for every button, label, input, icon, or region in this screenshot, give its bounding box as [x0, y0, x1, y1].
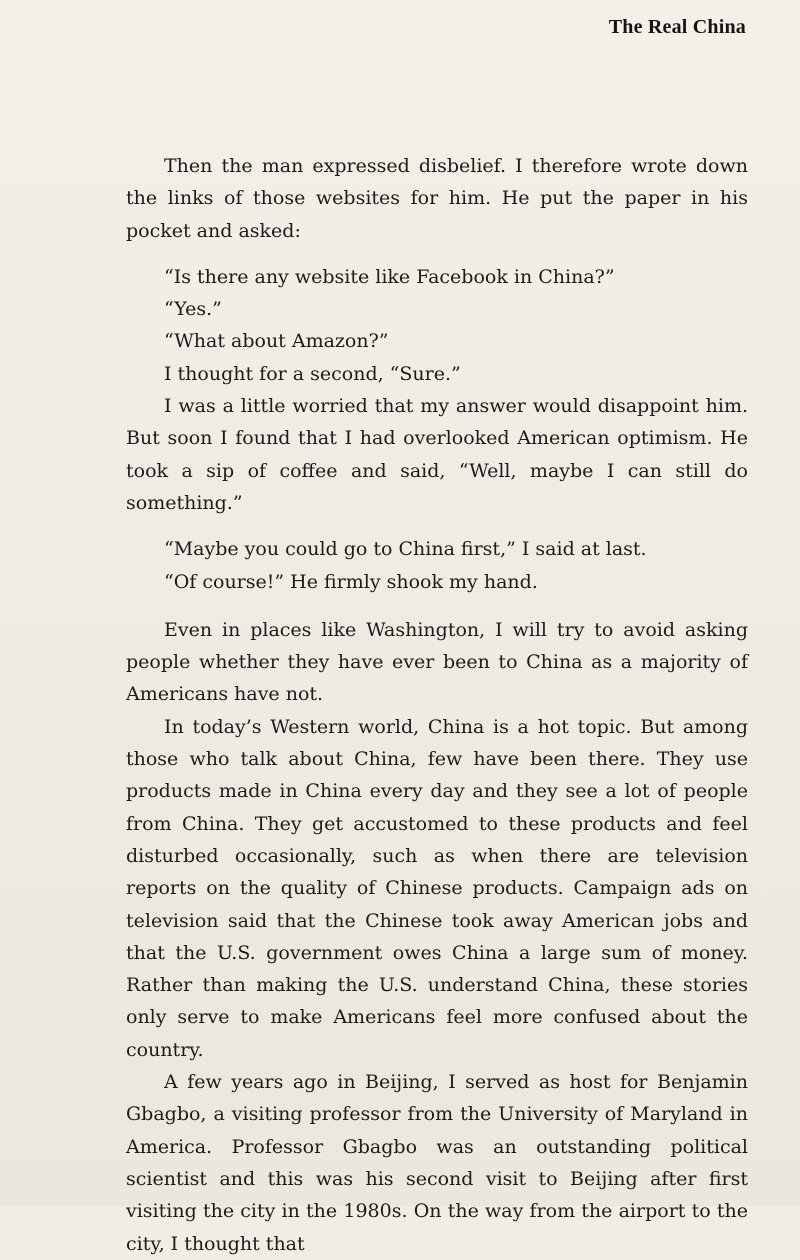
dialogue-line-6: “Of course!” He firmly shook my hand. [164, 570, 538, 593]
dialogue-line-2: “Yes.” [164, 298, 222, 321]
page-body [126, 150, 748, 1260]
dialogue-line-1: “Is there any website like Facebook in China?” [164, 265, 615, 288]
paragraph-4: In today’s Western world, China is a hot topic. But among those who talk about China, few have been there. They use products made in China every day and they see a lot of people from China. They get accustomed to these products and feel disturbed occasionally, such as when there are television reports on the quality of Chinese products. Campaign ads on television said that the Chinese took away American jobs and that the U.S. government owes China a large sum of money. Rather than making the U.S. understand China, these stories only serve to make Americans feel more confused about the country. [126, 715, 748, 1061]
running-head: The Real China [608, 16, 746, 38]
dialogue-line-3: “What about Amazon?” [164, 330, 389, 353]
paragraph-5: A few years ago in Beijing, I served as host for Benjamin Gbagbo, a visiting professor from the University of Maryland in America. Professor Gbagbo was an outstanding political scientist and this was his second visit to Beijing after first visiting the city in the 1980s. On the way from the airport to the city, I thought that [126, 1071, 748, 1255]
paragraph-2: I was a little worried that my answer would disappoint him. But soon I found that I had overlooked American optimism. He took a sip of coffee and said, “Well, maybe I can still do something.” [126, 395, 748, 514]
dialogue-line-4: I thought for a second, “Sure.” [164, 362, 461, 385]
dialogue-line-5: “Maybe you could go to China first,” I said at last. [164, 538, 647, 561]
paragraph-1: Then the man expressed disbelief. I therefore wrote down the links of those websites for him. He put the paper in his pocket and asked: [126, 155, 748, 242]
paragraph-3: Even in places like Washington, I will try to avoid asking people whether they have ever been to China as a majority of Americans have not. [126, 618, 748, 706]
